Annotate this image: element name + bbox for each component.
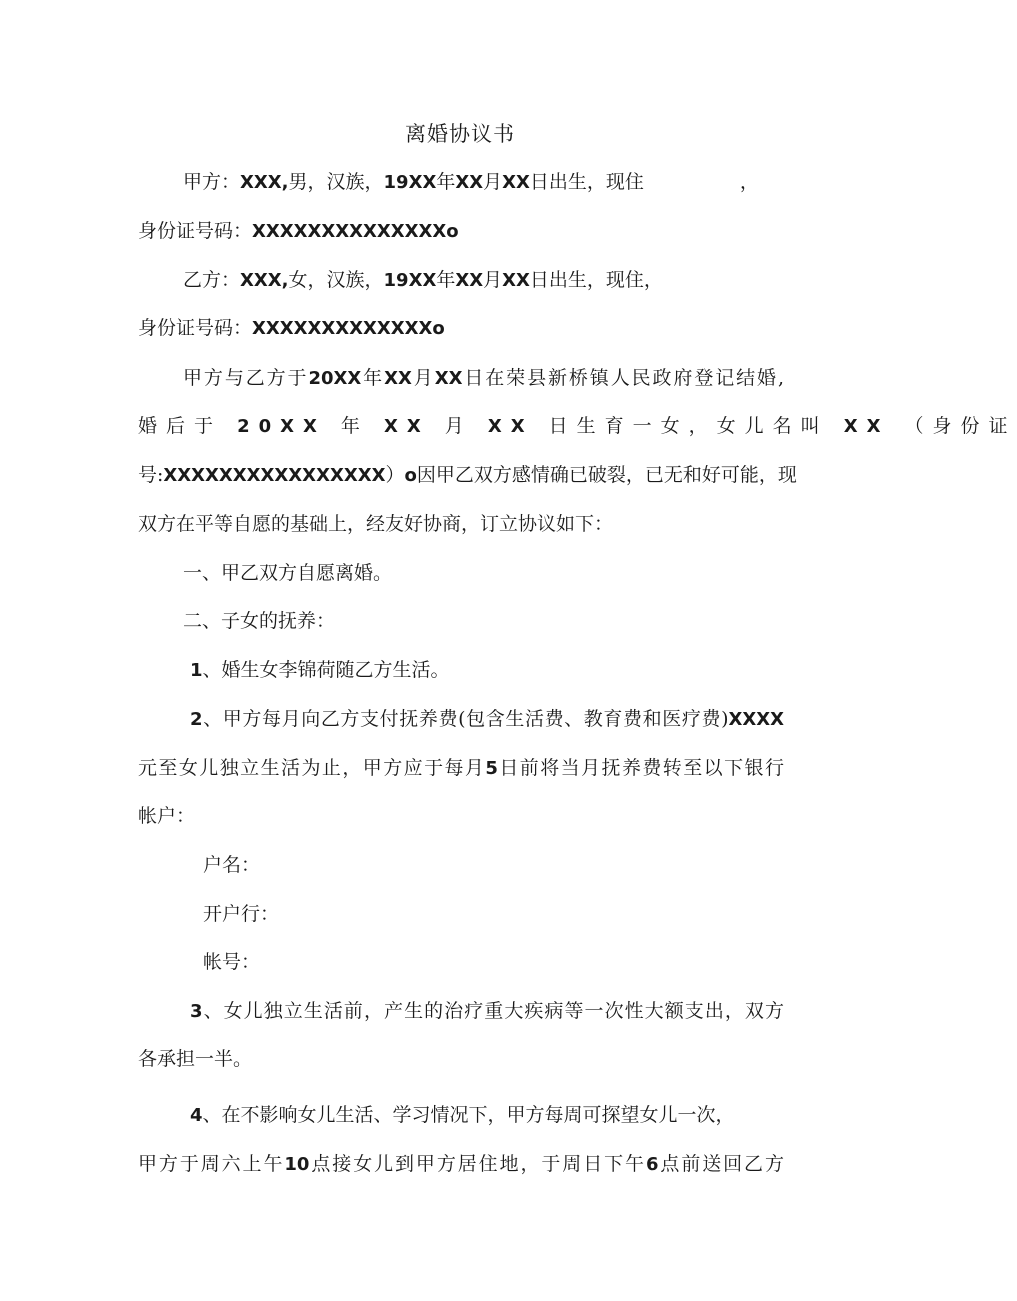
bank-name: 开户行： (203, 903, 280, 925)
text: 年 (340, 415, 369, 437)
text: 日出生，现住， (529, 269, 663, 291)
marriage-month: XX (384, 368, 412, 389)
intro-line1 (183, 364, 784, 393)
text: 男，汉族， (288, 171, 384, 193)
text: 婚后于 (138, 415, 223, 437)
text: 日生育一女，女儿名叫 (548, 415, 829, 437)
birth-month: XX (383, 416, 430, 437)
birth-day: XX (502, 270, 530, 291)
support-amount: XXXX (728, 709, 784, 730)
text: 、婚生女李锦荷随乙方生活。 (202, 659, 450, 681)
party-a-line2 (138, 217, 784, 246)
item-4-line1 (190, 1101, 784, 1130)
intro-line3 (138, 461, 797, 490)
bank-account-number: 帐号： (203, 951, 261, 973)
payment-day: 5 (485, 758, 498, 779)
clause-2: 二、子女的抚养： (183, 610, 336, 632)
daughter-id-number: XXXXXXXXXXXXXXXX (163, 465, 386, 486)
clause-1: 一、甲乙双方自愿离婚。 (183, 562, 393, 584)
text: 年 (361, 367, 385, 389)
item-2-line2 (138, 754, 784, 783)
party-a-name: XXX, (240, 172, 289, 193)
text: 年 (436, 269, 456, 291)
item-number: 1 (190, 660, 203, 681)
marriage-day: XX (434, 368, 463, 389)
birth-month: XX (455, 172, 484, 193)
party-a-line1 (183, 168, 784, 197)
party-b-line1 (183, 266, 784, 295)
text: 、在不影响女儿生活、学习情况下，甲方每周可探望女儿一次， (202, 1104, 735, 1126)
text: ） (385, 464, 405, 486)
text: 甲方： (183, 171, 241, 193)
birth-month: XX (455, 270, 484, 291)
return-hour: 6 (645, 1154, 659, 1175)
text: 月 (483, 269, 503, 291)
item-1 (190, 656, 836, 685)
text: 乙方： (183, 269, 241, 291)
item-number: 4 (190, 1105, 203, 1126)
item-number: 3 (190, 1001, 203, 1022)
text: 月 (411, 367, 435, 389)
item-3-line1 (190, 997, 784, 1026)
party-b-line2 (138, 314, 784, 343)
item-4-line2 (138, 1150, 784, 1179)
party-a-id-number: XXXXXXXXXXXXXXo (252, 221, 459, 242)
item-3-line2: 各承担一半。 (138, 1048, 253, 1070)
daughter-name: XX (843, 416, 890, 437)
text: 号: (138, 464, 164, 486)
item-2-line1 (190, 705, 784, 734)
text: 月 (444, 415, 473, 437)
birth-year: 19XX (383, 270, 437, 291)
birth-day: XX (502, 172, 530, 193)
text: 点接女儿到甲方居住地，于周日下午 (309, 1153, 646, 1175)
text: 女，汉族， (288, 269, 384, 291)
intro-line2 (138, 412, 1017, 441)
text: 、甲方每月向乙方支付抚养费(包含生活费、教育费和医疗费) (202, 708, 729, 730)
bank-account-name: 户名： (203, 854, 261, 876)
text: 月 (483, 171, 503, 193)
text: 身份证号码： (138, 220, 253, 242)
document-title: 离婚协议书 (405, 122, 515, 146)
text: 、女儿独立生活前，产生的治疗重大疾病等一次性大额支出，双方 (202, 1000, 784, 1022)
item-number: 2 (190, 709, 203, 730)
text: 日前将当月抚养费转至以下银行 (497, 757, 784, 779)
marriage-year: 20XX (308, 368, 362, 389)
text: 日出生，现住 (529, 171, 644, 193)
text: 点前送回乙方 (658, 1153, 784, 1175)
text: 因甲乙双方感情确已破裂，已无和好可能，现 (416, 464, 797, 486)
text: 元至女儿独立生活为止，甲方应于每月 (138, 757, 486, 779)
birth-year: 20XX (237, 416, 326, 437)
party-b-id-number: XXXXXXXXXXXXXo (252, 318, 445, 339)
birth-year: 19XX (383, 172, 437, 193)
text: o (404, 465, 417, 486)
birth-day: XX (487, 416, 534, 437)
text: 甲方于周六上午 (138, 1153, 285, 1175)
text: ， (739, 171, 759, 193)
text: 年 (436, 171, 456, 193)
item-2-line3: 帐户： (138, 805, 196, 827)
text: 身份证号码： (138, 317, 253, 339)
text: 日在荣县新桥镇人民政府登记结婚, (462, 367, 784, 389)
text: （身份证 (904, 415, 1017, 437)
intro-line4: 双方在平等自愿的基础上，经友好协商，订立协议如下： (138, 513, 614, 535)
pickup-hour: 10 (284, 1154, 310, 1175)
text: 甲方与乙方于 (183, 367, 309, 389)
party-b-name: XXX, (240, 270, 289, 291)
